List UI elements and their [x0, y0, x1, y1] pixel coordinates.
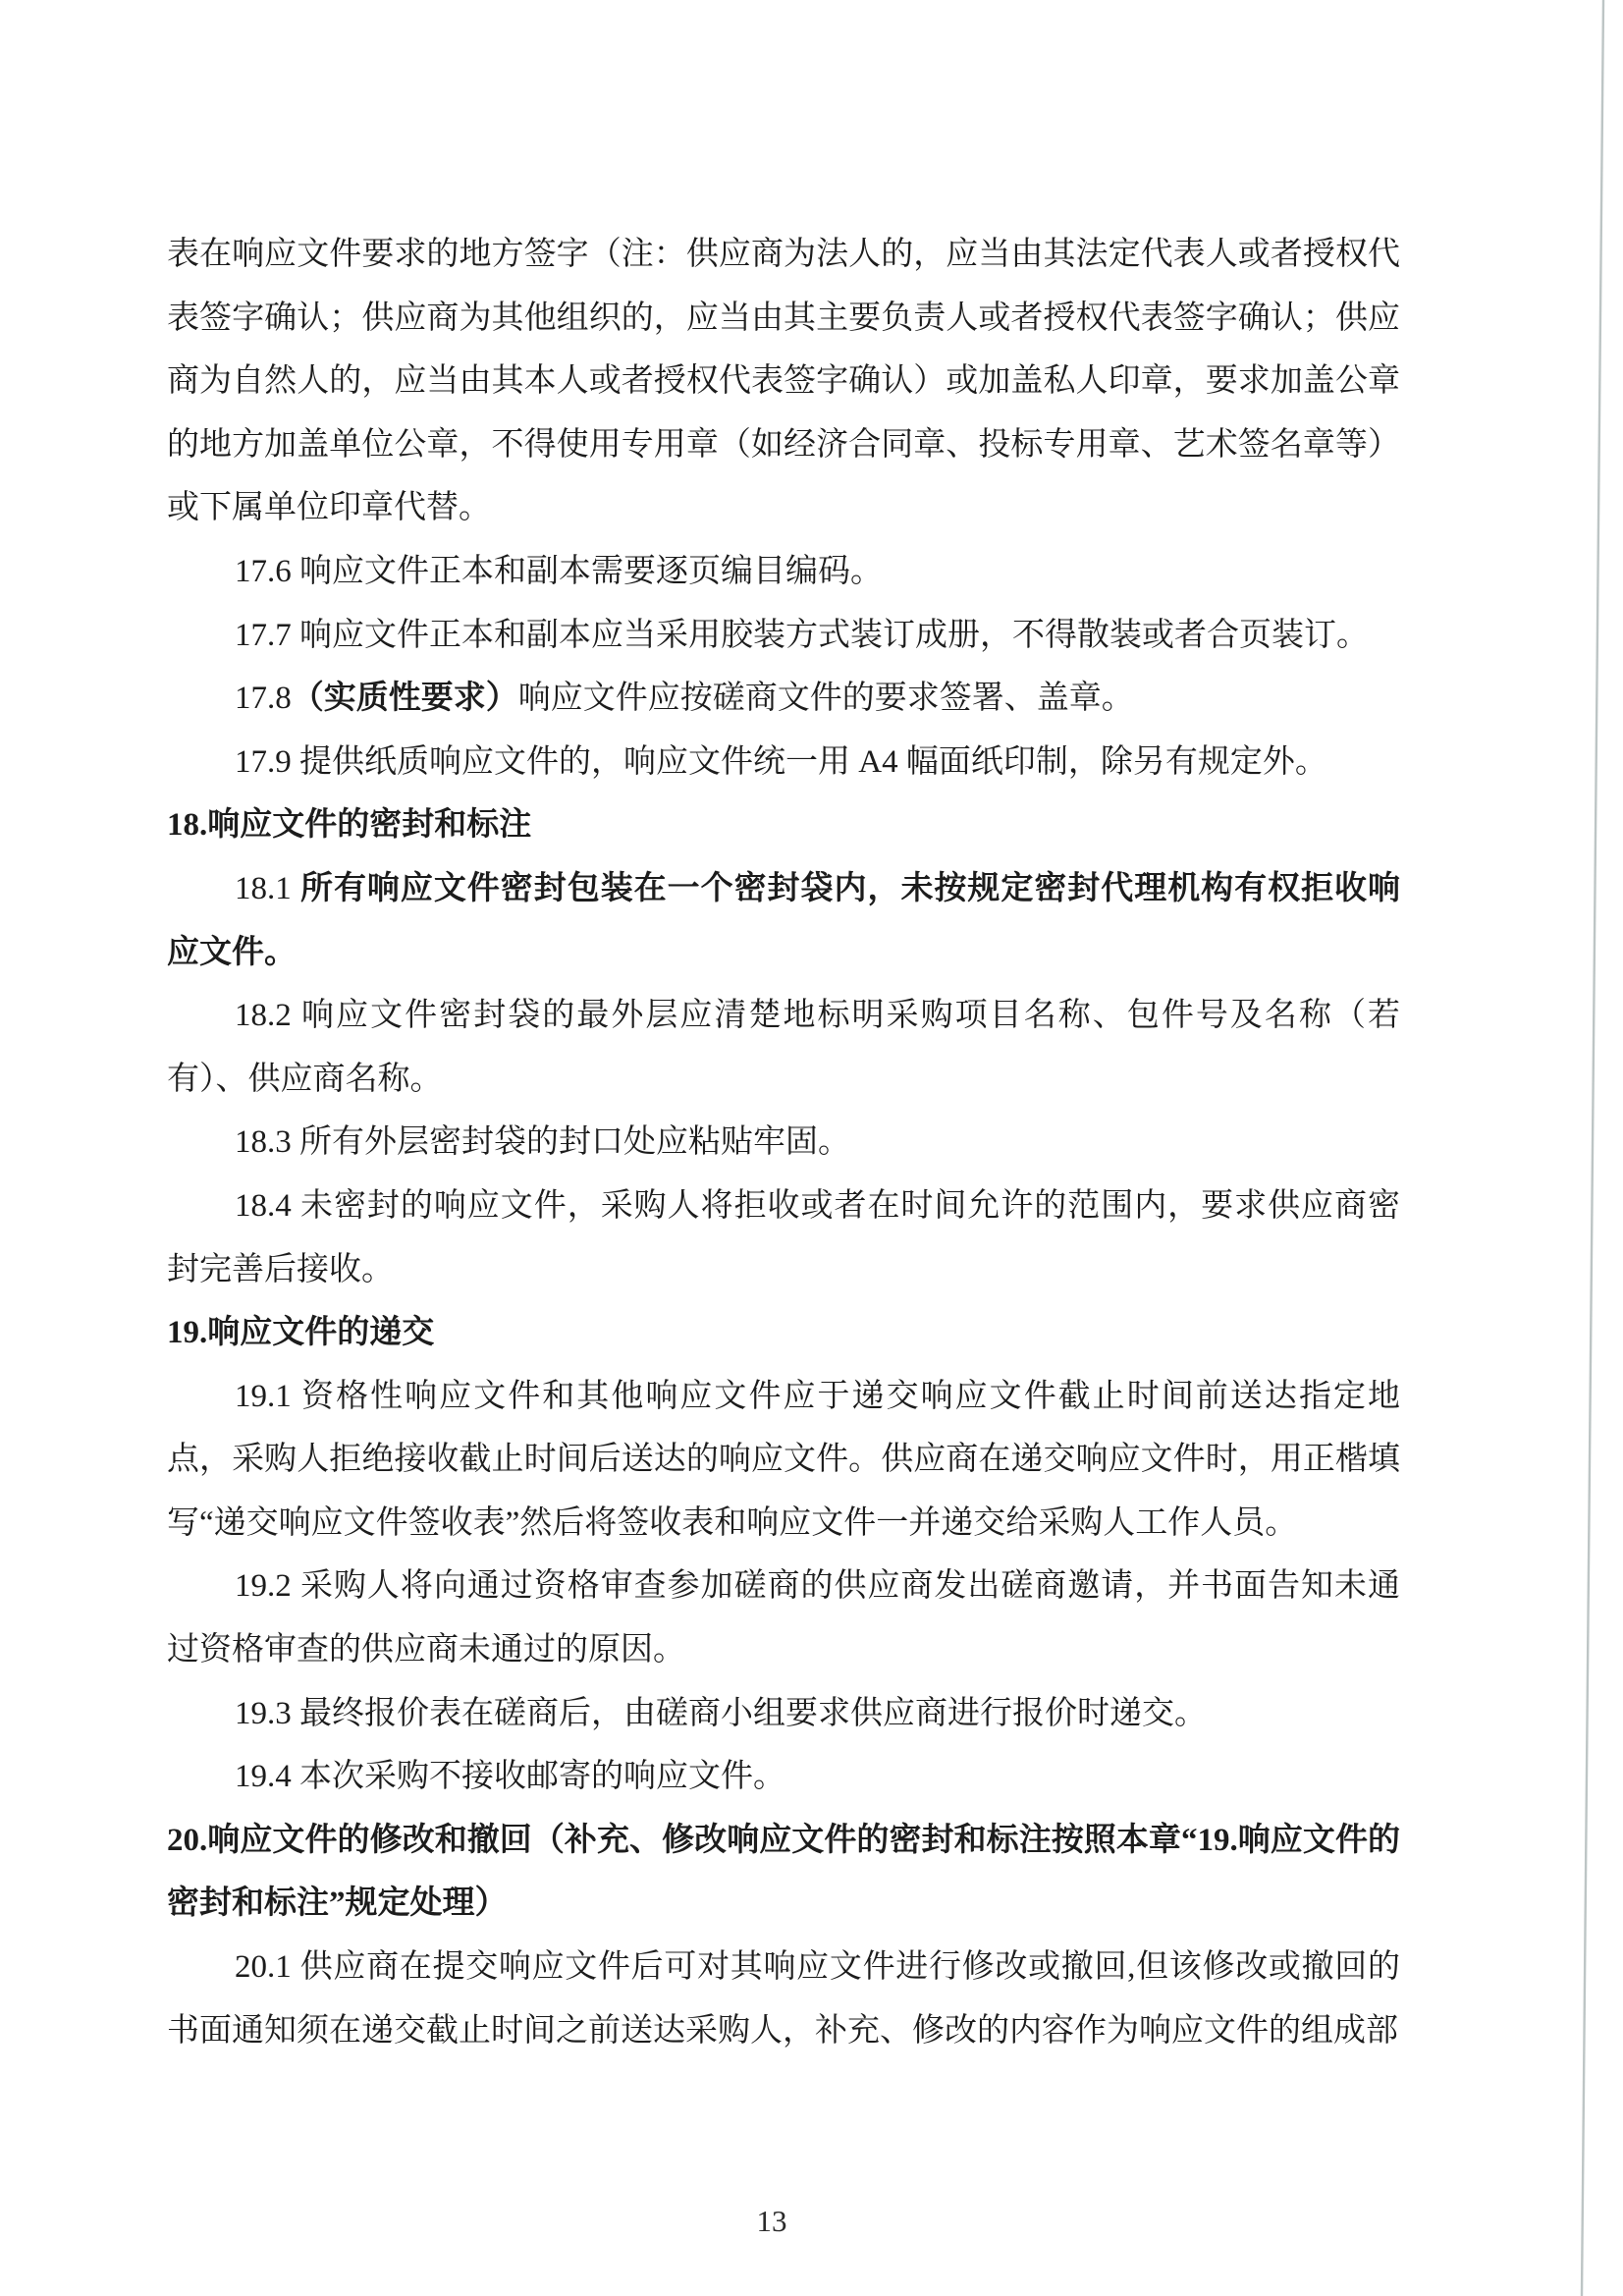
- document-paragraph: [167, 223, 1400, 540]
- document-paragraph: [167, 1936, 1400, 2062]
- document-paragraph: [167, 1365, 1400, 1556]
- document-paragraph: [167, 540, 1400, 604]
- document-paragraph: [167, 1111, 1400, 1175]
- text-run: 表在响应文件要求的地方签字（注：供应商为法人的，应当由其法定代表人或者授权代表签字确认；供应商为其他组织的，应当由其主要负责人或者授权代表签字确认；供应商为自然人的，应当由其本人或者授权代表签字确认）或加盖私人印章，要求加盖公章的地方加盖单位公章，不得使用专用章（如经济合同章、投标专用章、艺术签名章等）或下属单位印章代替。: [167, 237, 1400, 526]
- text-run: 19.2 采购人将向通过资格审查参加磋商的供应商发出磋商邀请，并书面告知未通过资格审查的供应商未通过的原因。: [167, 1568, 1400, 1668]
- section-heading: [167, 1301, 1400, 1365]
- text-run: 响应文件应按磋商文件的要求签署、盖章。: [517, 681, 1134, 717]
- document-paragraph: [167, 731, 1400, 794]
- document-paragraph: [167, 984, 1400, 1111]
- document-paragraph: [167, 1682, 1400, 1746]
- document-paragraph: [167, 857, 1400, 984]
- page-number: 13: [756, 2204, 787, 2238]
- text-run: 19.3 最终报价表在磋商后，由磋商小组要求供应商进行报价时递交。: [235, 1695, 1207, 1731]
- text-run: 17.6 响应文件正本和副本需要逐页编目编码。: [235, 553, 883, 589]
- text-run: （实质性要求）: [291, 681, 518, 717]
- text-run: 所有响应文件密封包装在一个密封袋内，未按规定密封代理机构有权拒收响应文件。: [167, 870, 1401, 970]
- section-heading: [167, 793, 1400, 857]
- text-run: 18.2 响应文件密封袋的最外层应清楚地标明采购项目名称、包件号及名称（若有）、供应商名称。: [167, 998, 1400, 1097]
- document-paragraph: [167, 604, 1400, 668]
- section-heading: [167, 1809, 1400, 1936]
- text-run: 17.8: [235, 681, 292, 717]
- text-run: 17.9 提供纸质响应文件的，响应文件统一用 A4 幅面纸印制，除另有规定外。: [235, 743, 1327, 780]
- text-run: 18.4 未密封的响应文件，采购人将拒收或者在时间允许的范围内，要求供应商密封完善后接收。: [167, 1187, 1400, 1287]
- document-paragraph: [167, 1745, 1400, 1809]
- text-run: 18.响应文件的密封和标注: [167, 807, 532, 844]
- text-run: 20.响应文件的修改和撤回（补充、修改响应文件的密封和标注按照本章“19.响应文件的密封和标注”规定处理）: [167, 1822, 1400, 1922]
- document-body: [167, 223, 1400, 2062]
- text-run: 18.3 所有外层密封袋的封口处应粘贴牢固。: [235, 1124, 850, 1161]
- text-run: 20.1 供应商在提交响应文件后可对其响应文件进行修改或撤回,但该修改或撤回的书面通知须在递交截止时间之前送达采购人，补充、修改的内容作为响应文件的组成部: [167, 1949, 1400, 2049]
- text-run: 18.1: [235, 870, 300, 906]
- document-paragraph: [167, 667, 1400, 731]
- text-run: 19.1 资格性响应文件和其他响应文件应于递交响应文件截止时间前送达指定地点，采购人拒绝接收截止时间后送达的响应文件。供应商在递交响应文件时，用正楷填写“递交响应文件签收表”然后将签收表和响应文件一并递交给采购人工作人员。: [167, 1378, 1400, 1541]
- text-run: 17.7 响应文件正本和副本应当采用胶装方式装订成册，不得散装或者合页装订。: [235, 617, 1369, 653]
- document-paragraph: [167, 1555, 1400, 1681]
- text-run: 19.响应文件的递交: [167, 1315, 435, 1351]
- text-run: 19.4 本次采购不接收邮寄的响应文件。: [235, 1759, 785, 1795]
- document-paragraph: [167, 1175, 1400, 1301]
